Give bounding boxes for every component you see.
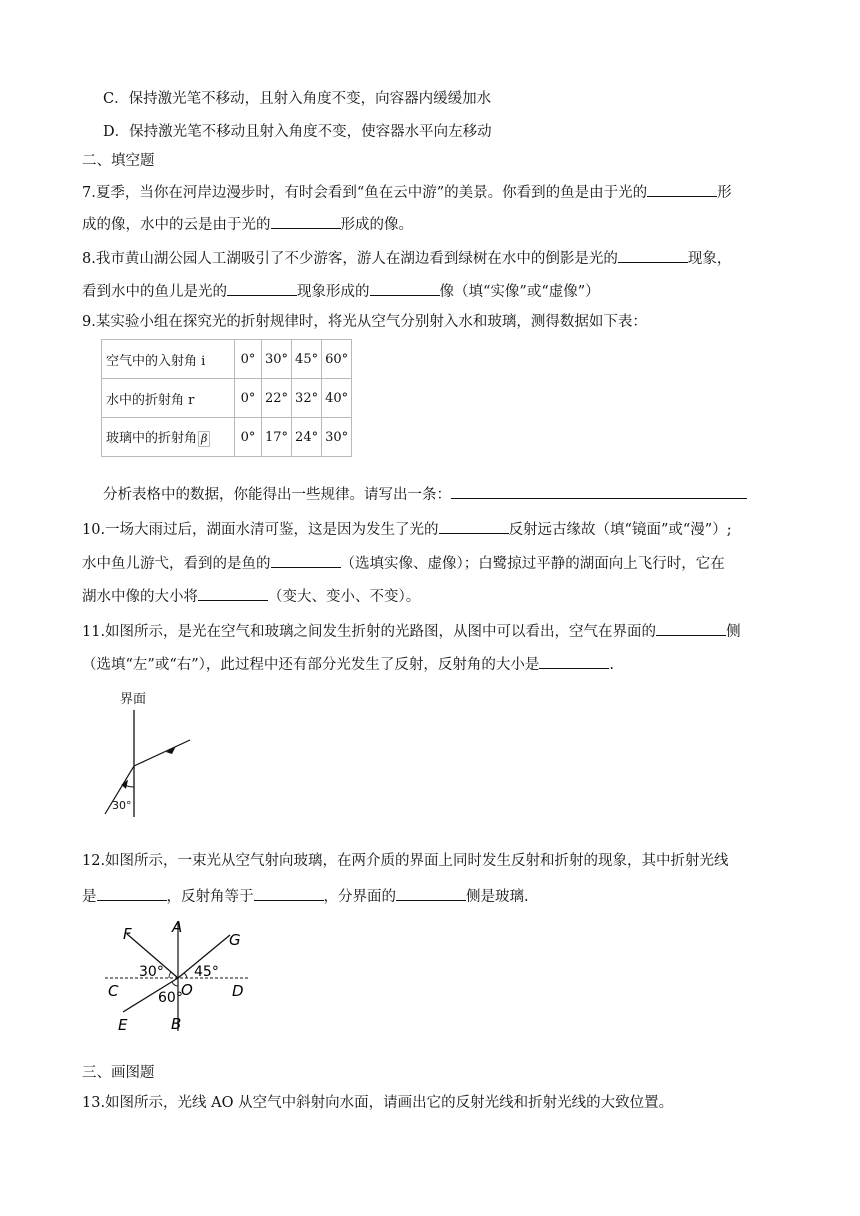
- angle-30-label: 30°: [112, 799, 132, 812]
- q10-text-e: 湖水中像的大小将: [82, 589, 198, 605]
- table-cell: 17°: [262, 418, 292, 457]
- q8-blank-1[interactable]: [618, 246, 688, 263]
- question-10-line-3: [82, 584, 420, 607]
- question-13: 13.如图所示，光线 AO 从空气中斜射向水面，请画出它的反射光线和折射光线的大致位置。: [82, 1095, 674, 1111]
- question-10-line-2: [82, 551, 725, 574]
- question-11-line-2: [82, 652, 614, 675]
- q12-blank-2[interactable]: [254, 884, 324, 901]
- label-f: F: [123, 925, 132, 943]
- question-7-line-2: [82, 212, 413, 235]
- angle-arc-60: [172, 982, 178, 986]
- table-cell: 45°: [292, 340, 322, 379]
- table-cell: 0°: [235, 379, 262, 418]
- table-row: [102, 379, 352, 418]
- question-7-line-1: [82, 180, 732, 203]
- question-8-line-1: [82, 246, 731, 269]
- label-e: E: [118, 1016, 128, 1034]
- angle-arc-45: [184, 973, 187, 978]
- q10-text-a: 10.一场大雨过后，湖面水清可鉴，这是因为发生了光的: [82, 522, 439, 538]
- question-10-line-1: [82, 517, 732, 540]
- q8-blank-2[interactable]: [227, 279, 297, 296]
- q7-text-d: 形成的像。: [340, 217, 413, 233]
- glass-angle-label: 玻璃中的折射角: [106, 431, 198, 446]
- q8-text-b: 现象，: [687, 251, 732, 267]
- q8-text-d: 现象形成的: [297, 284, 370, 300]
- table-cell-label: 水中的折射角 r: [102, 379, 235, 418]
- q10-text-d: （选填实像、虚像）；白鹭掠过平静的湖面向上飞行时，它在: [340, 556, 725, 572]
- label-g: G: [229, 931, 241, 949]
- label-c: C: [108, 982, 119, 1000]
- beta-symbol: β: [198, 431, 210, 447]
- q10-blank-3[interactable]: [198, 584, 268, 601]
- q12-text-d: 侧是玻璃.: [466, 889, 529, 905]
- question-9-analysis: [103, 482, 747, 505]
- interface-label: 界面: [120, 692, 147, 707]
- question-12-line-2: [82, 884, 529, 907]
- q10-text-b: 反射远古缘故（填“镜面”或“漫”）;: [508, 522, 732, 538]
- label-a: A: [172, 918, 183, 936]
- section-fill-heading: 二、填空题: [82, 153, 155, 169]
- q12-text-c: ，分界面的: [323, 889, 396, 905]
- question-9-intro: 9.某实验小组在探究光的折射规律时，将光从空气分别射入水和玻璃，测得数据如下表：: [82, 314, 647, 330]
- table-row: [102, 418, 352, 457]
- q10-text-c: 水中鱼儿游弋，看到的是鱼的: [82, 556, 271, 572]
- label-o: O: [181, 981, 193, 999]
- q8-text-e: 像（填“实像”或“虚像”）: [439, 284, 600, 300]
- q11-text-d: .: [609, 657, 615, 673]
- label-b: B: [171, 1015, 182, 1033]
- refraction-data-table: [101, 339, 352, 457]
- angle-45-label: 45°: [194, 964, 219, 980]
- label-d: D: [232, 982, 244, 1000]
- table-cell: 0°: [235, 418, 262, 457]
- option-c: C．保持激光笔不移动，且射入角度不变，向容器内缓缓加水: [103, 91, 492, 107]
- q9-answer-blank[interactable]: [451, 482, 747, 499]
- q11-refraction-figure: [100, 684, 210, 819]
- refracted-ray: [134, 740, 190, 766]
- q8-blank-3[interactable]: [370, 279, 440, 296]
- angle-30-label: 30°: [139, 964, 164, 980]
- table-row: [102, 340, 352, 379]
- table-cell: 22°: [262, 379, 292, 418]
- q7-blank-1[interactable]: [647, 180, 717, 197]
- q9-analysis-text: 分析表格中的数据，你能得出一些规律。请写出一条：: [103, 487, 451, 503]
- q12-text-a: 是: [82, 889, 97, 905]
- question-11-line-1: [82, 619, 741, 642]
- q7-text-c: 成的像，水中的云是由于光的: [82, 217, 271, 233]
- question-12-line-1: 12.如图所示，一束光从空气射向玻璃，在两介质的界面上同时发生反射和折射的现象，其中折射光线: [82, 853, 729, 869]
- table-cell: 32°: [292, 379, 322, 418]
- q7-text-b: 形: [717, 185, 732, 201]
- q7-text-a: 7.夏季，当你在河岸边漫步时，有时会看到“鱼在云中游”的美景。你看到的鱼是由于光的: [82, 185, 648, 201]
- q8-text-c: 看到水中的鱼儿是光的: [82, 284, 227, 300]
- q11-text-a: 11.如图所示，是光在空气和玻璃之间发生折射的光路图，从图中可以看出，空气在界面的: [82, 624, 657, 640]
- angle-arc-30: [169, 972, 171, 978]
- q11-text-b: 侧: [726, 624, 741, 640]
- q7-blank-2[interactable]: [271, 212, 341, 229]
- angle-60-label: 60°: [158, 990, 183, 1006]
- q12-blank-3[interactable]: [396, 884, 466, 901]
- table-cell: 0°: [235, 340, 262, 379]
- table-cell: 24°: [292, 418, 322, 457]
- table-cell: 60°: [322, 340, 352, 379]
- table-cell: 30°: [262, 340, 292, 379]
- q12-text-b: ，反射角等于: [166, 889, 254, 905]
- q11-blank-2[interactable]: [539, 652, 609, 669]
- q10-blank-2[interactable]: [271, 551, 341, 568]
- question-8-line-2: [82, 279, 600, 302]
- q12-reflection-refraction-figure: [103, 917, 251, 1035]
- q11-text-c: （选填“左”或“右”），此过程中还有部分光发生了反射，反射角的大小是: [82, 657, 540, 673]
- section-draw-heading: 三、画图题: [82, 1065, 155, 1081]
- table-cell: 40°: [322, 379, 352, 418]
- q10-blank-1[interactable]: [439, 517, 509, 534]
- q10-text-f: （变大、变小、不变）。: [268, 589, 421, 605]
- q8-text-a: 8.我市黄山湖公园人工湖吸引了不少游客，游人在湖边看到绿树在水中的倒影是光的: [82, 251, 618, 267]
- option-d: D．保持激光笔不移动且射入角度不变，使容器水平向左移动: [103, 124, 492, 140]
- q11-blank-1[interactable]: [656, 619, 726, 636]
- table-cell-label: 空气中的入射角 i: [102, 340, 235, 379]
- q12-blank-1[interactable]: [97, 884, 167, 901]
- table-cell: 30°: [322, 418, 352, 457]
- table-cell-label: [102, 418, 235, 457]
